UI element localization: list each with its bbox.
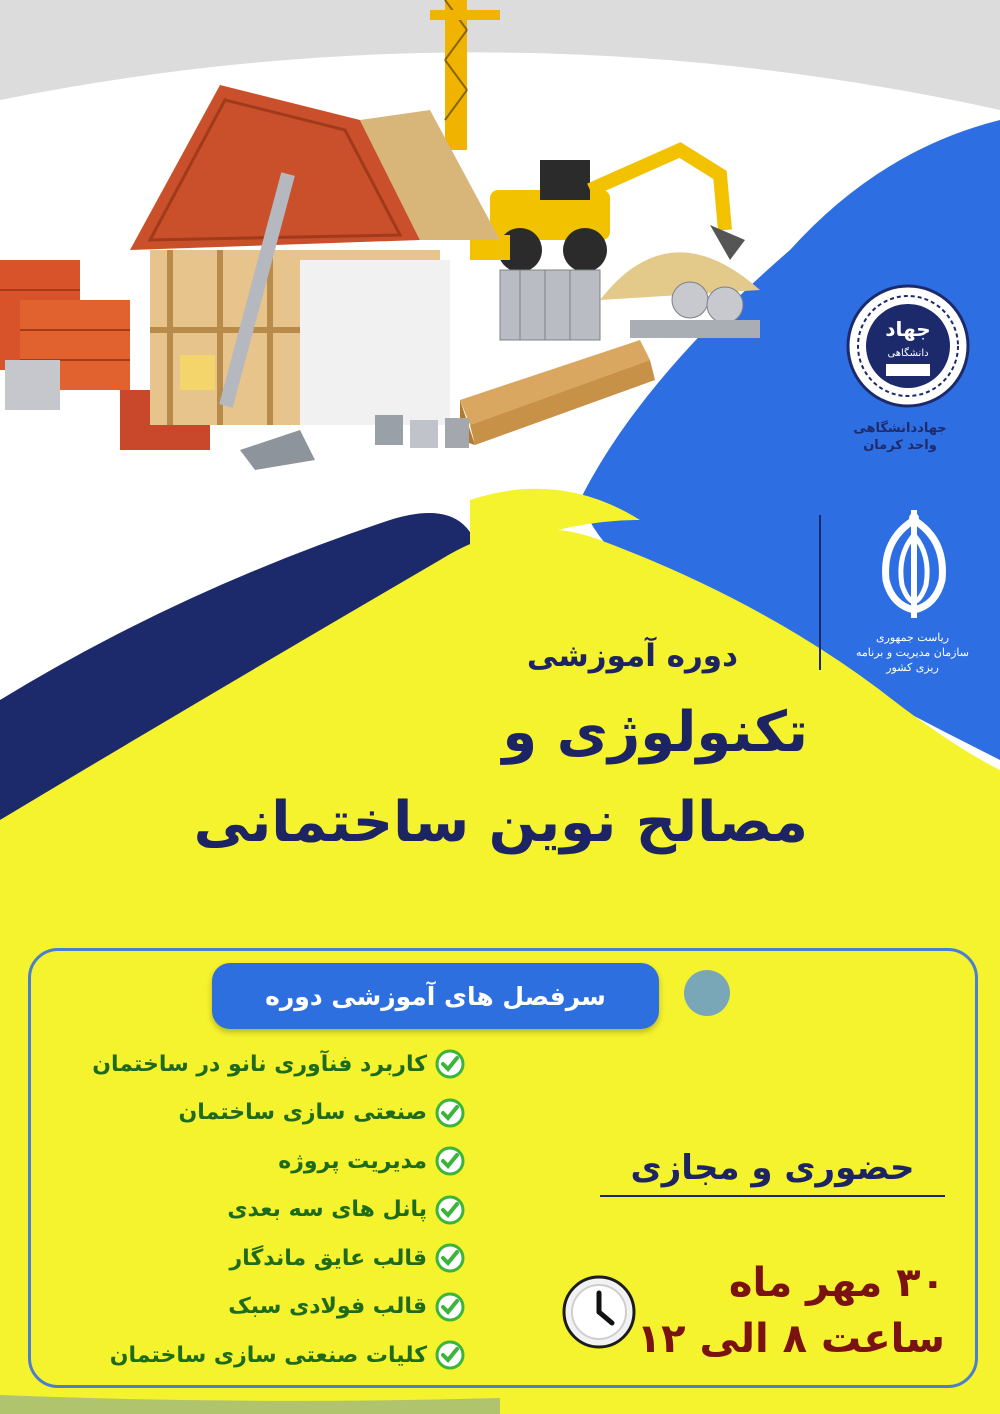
schedule-date: ۳۰ مهر ماه [728,1260,945,1306]
logo-caption [835,420,965,454]
list-item [50,1331,465,1380]
topics-heading: سرفصل های آموزشی دوره [212,963,659,1029]
schedule-time: ساعت ۸ الی ۱۲ [636,1316,945,1362]
course-title-line1: تکنولوژی و [502,700,808,765]
decorative-dot [684,970,730,1016]
logo-caption-line1: جهاددانشگاهی [853,421,947,436]
check-icon [435,1098,465,1128]
house [130,85,500,425]
topic-text: کاربرد فنآوری نانو در ساختمان [92,1051,427,1077]
check-icon [435,1292,465,1322]
check-icon [435,1340,465,1370]
emblem-caption [845,630,980,675]
check-icon [435,1049,465,1079]
list-item [50,1234,465,1283]
check-icon [435,1195,465,1225]
topic-text: قالب عایق ماندگار [229,1245,427,1271]
topic-text: پانل های سه بعدی [227,1197,427,1223]
iran-emblem-icon [862,510,966,620]
check-icon [435,1146,465,1176]
topic-text: کلیات صنعتی سازی ساختمان [109,1342,427,1368]
lumber-stack [460,340,655,445]
logo-caption-line2: واحد کرمان [863,438,937,453]
topics-list [50,1040,465,1380]
list-item [50,1186,465,1235]
course-title-line2: مصالح نوین ساختمانی [193,790,808,855]
excavator [470,150,745,272]
topic-text: قالب فولادی سبک [228,1294,427,1320]
list-item [50,1089,465,1138]
list-item [50,1137,465,1186]
delivery-mode: حضوری و مجازی [630,1148,915,1188]
list-item [50,1283,465,1332]
delivery-mode-underline [600,1195,945,1197]
topic-text: صنعتی سازی ساختمان [178,1100,427,1126]
check-icon [435,1243,465,1273]
jahad-logo-icon [846,284,970,408]
crane [430,0,500,150]
logo-emblem-text: جهاد [885,317,931,341]
clock-icon [562,1275,636,1349]
topic-text: مدیریت پروژه [278,1148,427,1174]
emblem-caption-line1: ریاست جمهوری [875,631,950,644]
course-label: دوره آموزشی [526,638,738,674]
list-item [50,1040,465,1089]
emblem-caption-line2: سازمان مدیریت و برنامه ریزی کشور [856,646,969,674]
logo-emblem-subtext: دانشگاهی [887,348,929,359]
construction-illustration [0,0,790,490]
